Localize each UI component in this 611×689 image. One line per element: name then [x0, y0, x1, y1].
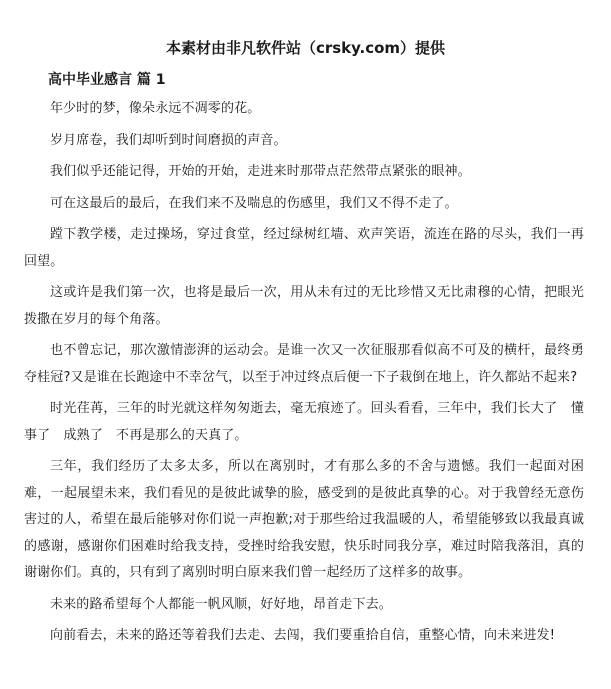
paragraph: 这或许是我们第一次，也将是最后一次，用从未有过的无比珍惜又无比肃穆的心情，把眼光拨撒在岁月的每个角落。 — [24, 285, 584, 327]
paragraph: 也不曾忘记，那次激情澎湃的运动会。是谁一次又一次征服那看似高不可及的横杆，最终勇夺桂冠?又是谁在长跑途中不幸岔气，以至于冲过终点后便一下子栽倒在地上，许久都站不起来? — [24, 343, 584, 385]
paragraph: 我们似乎还能记得，开始的开始，走进来时那带点茫然带点紧张的眼神。 — [50, 164, 471, 179]
paragraph: 向前看去，未来的路还等着我们去走、去闯，我们要重拾自信，重整心情，向未来进发! — [50, 628, 556, 643]
document-title: 本素材由非凡软件站（crsky.com）提供 — [165, 39, 446, 57]
paragraph: 岁月席卷，我们却听到时间磨损的声音。 — [50, 132, 287, 148]
paragraph: 时光荏苒，三年的时光就这样匆匆逝去，毫无痕迹了。回头看看，三年中，我们长大了 懂事了 成熟了 不再是那么的天真了。 — [24, 401, 584, 443]
paragraph: 蹚下教学楼，走过操场，穿过食堂，经过绿树红墙、欢声笑语，流连在路的尽头，我们一再回望。 — [24, 227, 584, 269]
paragraph: 可在这最后的最后，在我们来不及喘息的伤感里，我们又不得不走了。 — [50, 195, 458, 211]
paragraph: 年少时的梦，像朵永远不凋零的花。 — [50, 101, 261, 116]
document-body — [24, 96, 584, 655]
section-heading: 高中毕业感言 篇 1 — [48, 72, 166, 88]
paragraph: 三年，我们经历了太多太多，所以在离别时，才有那么多的不舍与遗憾。我们一起面对困难，一起展望未来，我们看见的是彼此诚挚的脸，感受到的是彼此真挚的心。对于我曾经无意伤害过的人，希望在最后能够对你们说一声抱歉;对于那些给过我温暖的人，希望能够致以我最真诚的感谢，感谢你们困难时给我支持，受挫时给我安慰，快乐时同我分享，难过时陪我落泪，真的谢谢你们。真的，只有到了离别时明白原来我们曾一起经历了这样多的故事。 — [24, 459, 584, 580]
paragraph: 未来的路希望每个人都能一帆风顺，好好地，昂首走下去。 — [50, 596, 392, 612]
